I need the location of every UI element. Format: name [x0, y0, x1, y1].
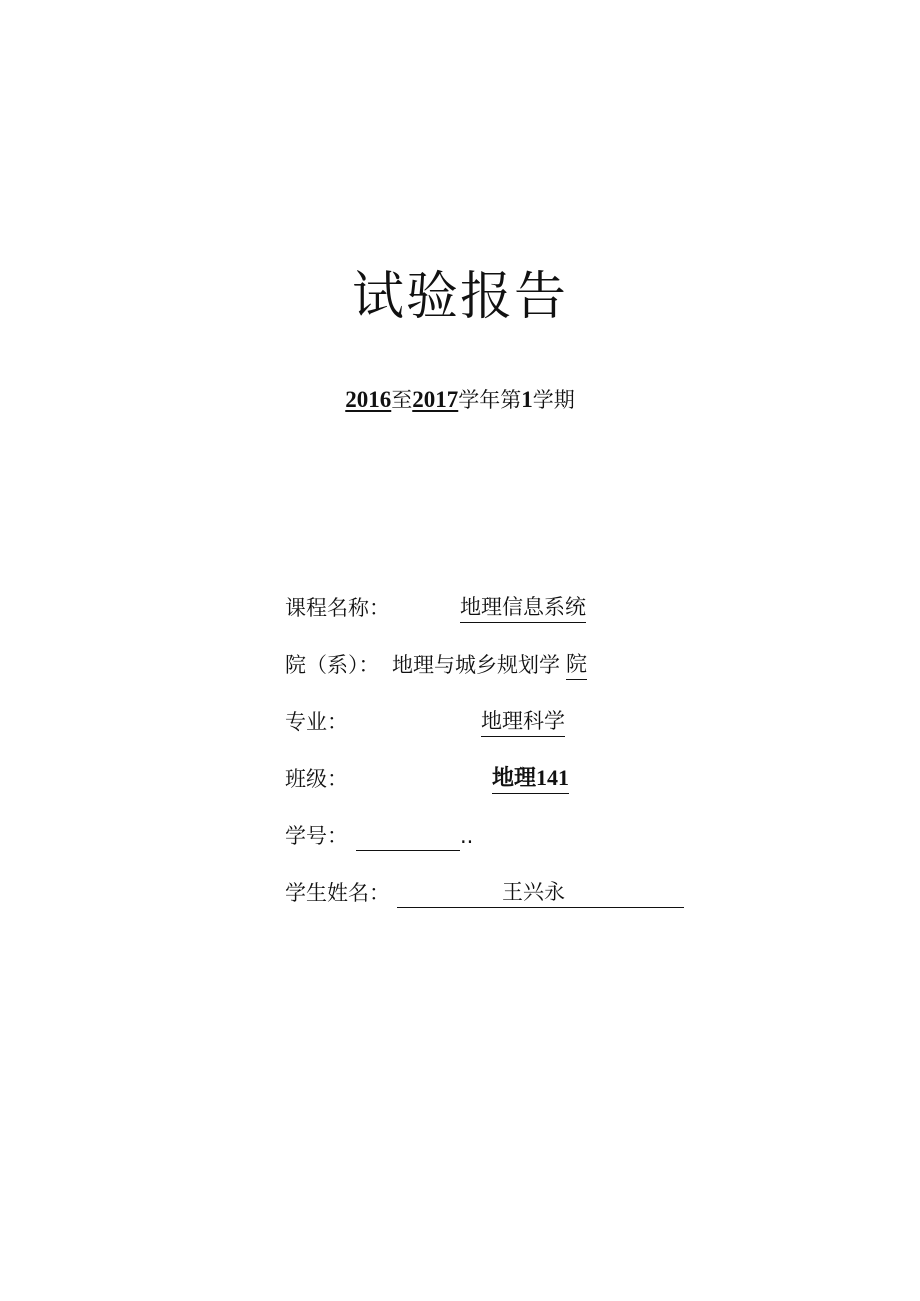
major-row [285, 706, 605, 740]
student-name-blank-right [565, 877, 684, 908]
class-label: 班级： [285, 767, 348, 791]
department-label: 院（系）： [285, 653, 380, 677]
term-semester-word: 学期 [532, 388, 575, 412]
term-year-word: 学年第 [458, 388, 522, 412]
student-id-row [285, 820, 605, 854]
student-id-suffix: .. [460, 824, 474, 848]
student-id-blank [356, 820, 460, 851]
department-value-underlined: 院 [566, 649, 587, 680]
term-start-year: 2016 [345, 387, 392, 412]
report-title: 试验报告 [351, 267, 568, 327]
student-id-label: 学号： [285, 824, 348, 848]
course-value: 地理信息系统 [460, 592, 586, 623]
course-label: 课程名称： [285, 596, 390, 620]
major-label: 专业： [285, 710, 348, 734]
student-name-value: 王兴永 [502, 877, 565, 908]
major-value: 地理科学 [481, 706, 565, 737]
term-to: 至 [391, 388, 413, 412]
class-value: 地理141 [492, 763, 569, 794]
term-end-year: 2017 [412, 387, 459, 412]
department-row [285, 649, 605, 683]
department-value-prefix: 地理与城乡规划学 [392, 653, 560, 677]
student-name-label: 学生姓名： [285, 881, 390, 905]
academic-term [0, 384, 920, 416]
class-row [285, 763, 605, 797]
student-name-blank-left [397, 877, 502, 908]
term-semester: 1 [521, 387, 533, 412]
course-row [285, 592, 605, 626]
student-name-row [285, 877, 685, 911]
